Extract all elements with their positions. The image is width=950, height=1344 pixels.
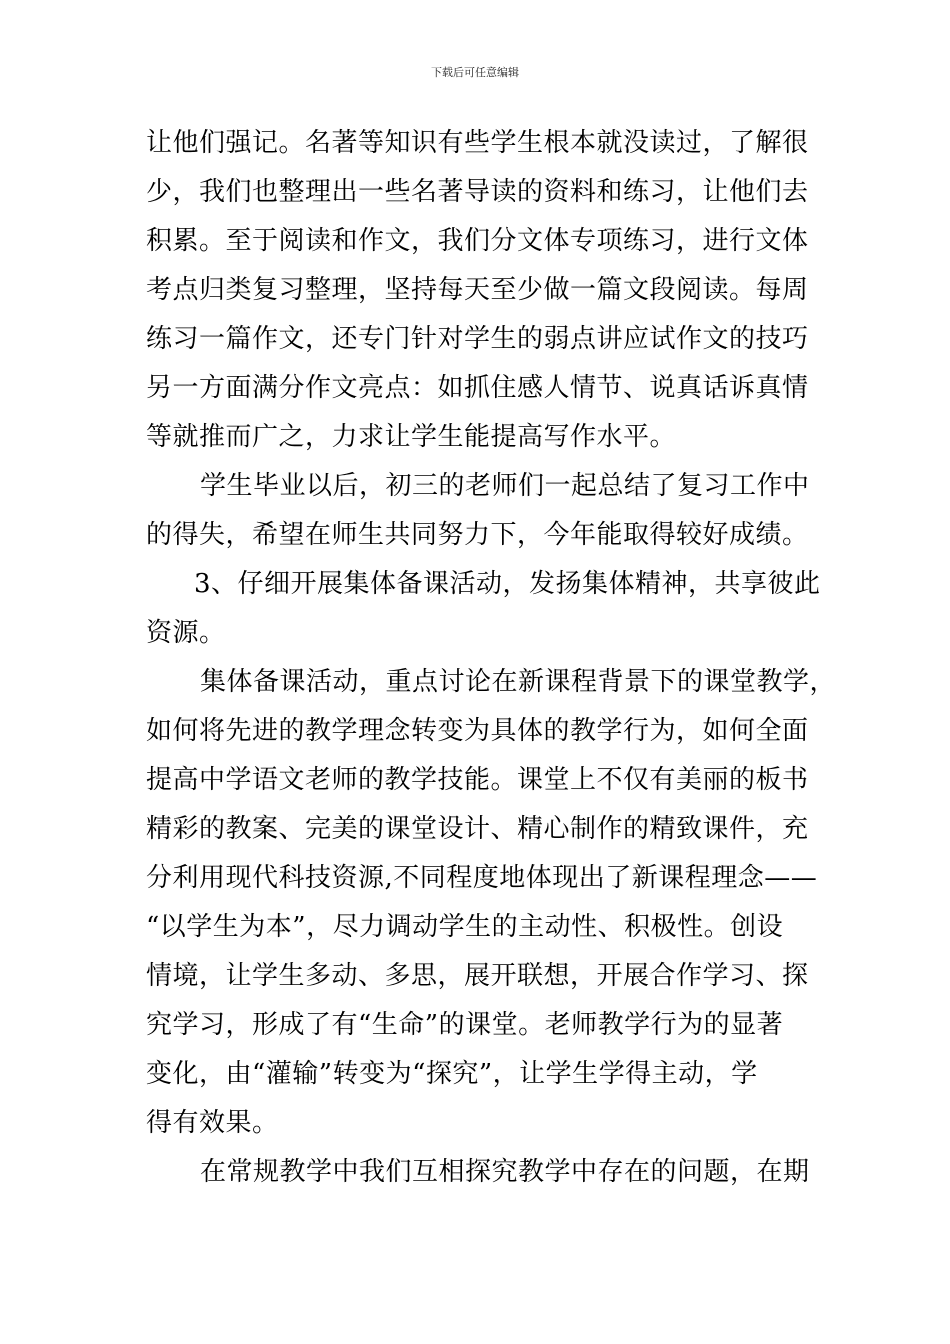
paragraph-start-line: 在常规教学中我们互相探究教学中存在的问题，在期 <box>200 1157 810 1187</box>
text-line: 情境，让学生多动、多思，展开联想，开展合作学习、探 <box>146 961 809 991</box>
text-line: 少，我们也整理出一些名著导读的资料和练习，让他们去 <box>146 177 809 207</box>
text-line: 得有效果。 <box>146 1108 279 1138</box>
text-line: 的得失，希望在师生共同努力下，今年能取得较好成绩。 <box>146 520 809 550</box>
paragraph-start-line: 学生毕业以后，初三的老师们一起总结了复习工作中 <box>200 471 810 501</box>
page-header: 下载后可任意编辑 <box>431 66 519 79</box>
text-line: 如何将先进的教学理念转变为具体的教学行为，如何全面 <box>146 716 809 746</box>
text-line: 精彩的教案、完美的课堂设计、精心制作的精致课件，充 <box>146 814 809 844</box>
text-line: 提高中学语文老师的教学技能。课堂上不仅有美丽的板书 <box>146 765 809 795</box>
text-line: 练习一篇作文，还专门针对学生的弱点讲应试作文的技巧 <box>146 324 809 354</box>
text-line: 考点归类复习整理，坚持每天至少做一篇文段阅读。每周 <box>146 275 809 305</box>
text-line: 资源。 <box>146 618 226 648</box>
paragraph-start-line: 集体备课活动，重点讨论在新课程背景下的课堂教学， <box>200 667 837 697</box>
text-line: 分利用现代科技资源,不同程度地体现出了新课程理念—— <box>146 863 818 893</box>
text-line: “以学生为本”，尽力调动学生的主动性、积极性。创设 <box>146 912 784 942</box>
text-line: 积累。至于阅读和作文，我们分文体专项练习，进行文体 <box>146 226 809 256</box>
text-line: 究学习，形成了有“生命”的课堂。老师教学行为的显著 <box>146 1010 784 1040</box>
document-body <box>146 128 836 1206</box>
text-line: 变化，由“灌输”转变为“探究”，让学生学得主动，学 <box>146 1059 758 1089</box>
text-line: 另一方面满分作文亮点：如抓住感人情节、说真话诉真情 <box>146 373 809 403</box>
text-line: 让他们强记。名著等知识有些学生根本就没读过，了解很 <box>146 128 809 158</box>
text-line: 等就推而广之，力求让学生能提高写作水平。 <box>146 422 677 452</box>
section-heading-line: 3、仔细开展集体备课活动，发扬集体精神，共享彼此 <box>194 569 821 599</box>
